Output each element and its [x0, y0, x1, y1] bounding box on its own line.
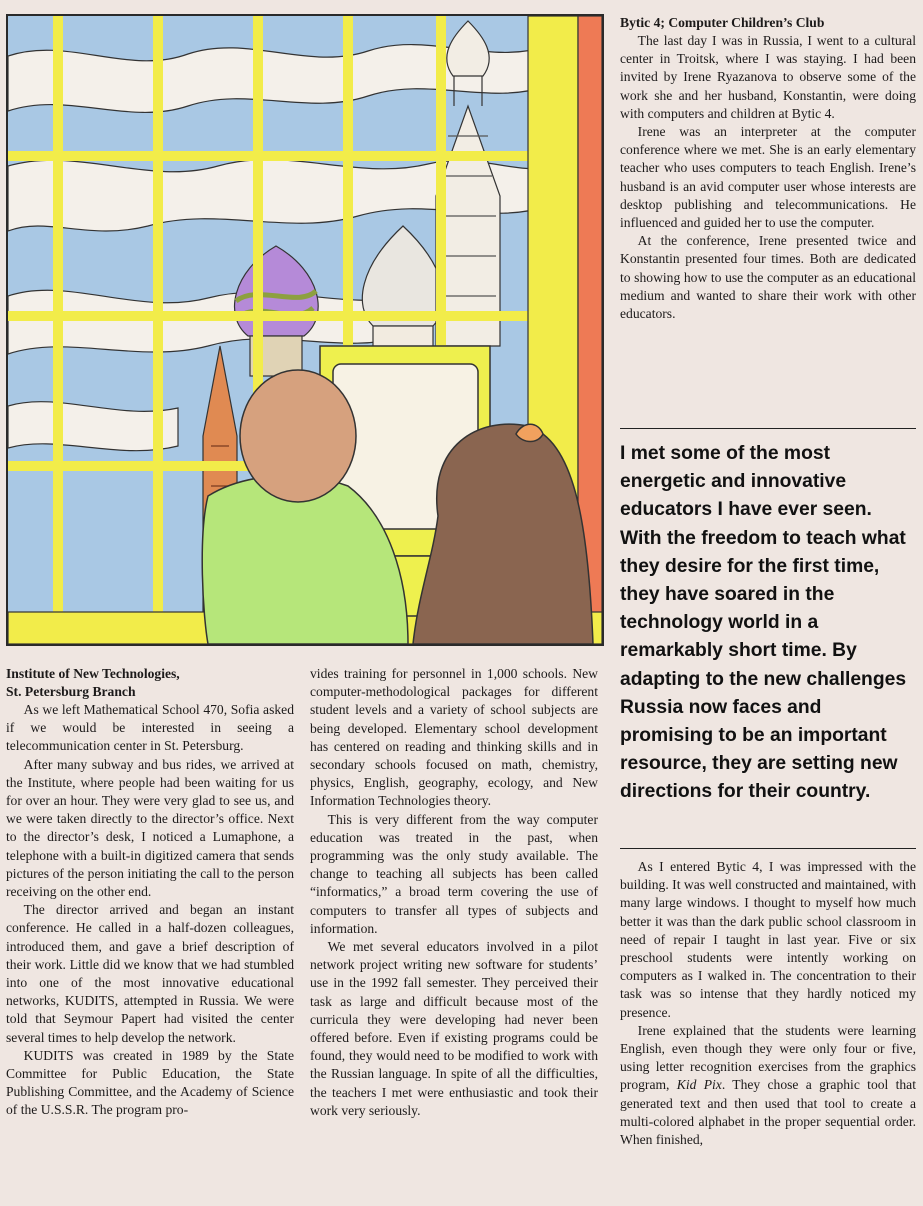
paragraph: The last day I was in Russia, I went to a cultural center in Troitsk, where I was staying. I had been invited by Irene Ryazanova to observe some of the work she and her husband, Konstantin, were doing with computers and children at Bytic 4. — [620, 33, 916, 121]
paragraph: Irene was an interpreter at the computer conference where we met. She is an early elementary teacher who uses computers to teach English. Irene’s husband is an avid computer user whose interests are desktop publishing and telecommunications. He influenced and guided her to use the computer. — [620, 124, 916, 231]
program-name: Kid Pix — [676, 1077, 722, 1093]
text-run: . They chose a graphic tool that generated text and then used that tool to create a multi-colored alphabet in the proper sequential order. When finished, — [620, 1077, 916, 1148]
paragraph: KUDITS was created in 1989 by the State Committee for Public Education, the State Publishing Committee, and the Academy of Science of the U.S.S.R. The program pro- — [6, 1047, 294, 1118]
divider-top — [620, 428, 916, 429]
paragraph: This is very different from the way computer education was treated in the past, when programming was the only study available. The change to teaching all subjects has been called “informatics,” a broad term covering the use of computers to transfer all types of subjects and information. — [310, 811, 598, 936]
section-heading-bytic: Bytic 4; Computer Children’s Club — [620, 15, 825, 30]
illustration-svg — [8, 16, 602, 644]
heading-line-1: Institute of New Technologies, — [6, 666, 180, 681]
heading-line-2: St. Petersburg Branch — [6, 684, 136, 699]
column-institute — [6, 665, 294, 1120]
paragraph: As we left Mathematical School 470, Sofia asked if we would be interested in seeing a telecommunication center in St. Petersburg. — [6, 702, 294, 754]
paragraph — [620, 1022, 916, 1149]
illustration-children-at-computer — [6, 14, 604, 646]
paragraph: vides training for personnel in 1,000 schools. New computer-methodological packages for different student levels and a variety of school subjects are being developed. Elementary school development has centered on reading and thinking skills and in secondary schools focused on math, chemistry, physics, English, geography, ecology, and New Information Technologies theory. — [310, 666, 598, 809]
column-kudits — [310, 665, 598, 1120]
divider-bottom — [620, 848, 916, 849]
text-run: Irene explained that the students were learning English, even though they were only four or five, using letter recognition exercises from the graphics program, — [620, 1022, 916, 1093]
paragraph: At the conference, Irene presented twice and Konstantin presented four times. Both are dedicated to showing how to use the computer as an educational medium and wanted to share their work with other educators. — [620, 233, 916, 322]
section-heading-institute — [6, 665, 294, 701]
column-bytic-continued — [620, 858, 916, 1149]
column-bytic — [620, 14, 916, 323]
pull-quote: I met some of the most energetic and innovative educators I have ever seen. With the freedom to teach what they desire for the first time, they have soared in the technology world in a remarkably short time. By adapting to the new challenges Russia now faces and promising to be an important resource, they are setting new directions for their country. — [620, 443, 907, 803]
paragraph: The director arrived and began an instant conference. He called in a half-dozen colleagues, introduced them, and gave a brief description of their work. Little did we know that we had stumbled into one of the most innovative educational networks, KUDITS, attempted in Russia. We were told that Seymour Papert had visited the center several times to help develop the network. — [6, 902, 294, 1045]
paragraph: We met several educators involved in a pilot network project writing new software for students’ use in the 1992 fall semester. They perceived their task as large and difficult because most of the curricula they were developing had never been offered before. Even if existing programs could be found, they would need to be modified to work with the Russian language. In spite of all the difficulties, the teachers I met were enthusiastic and took their work very seriously. — [310, 939, 598, 1118]
paragraph: As I entered Bytic 4, I was impressed with the building. It was well constructed and maintained, with many large windows. I thought to myself how much better it was than the dark public school classroom in need of repair I taught in last year. Five or six preschool students were intently working on computers as I walked in. The concentration to their task was so intense that they hardly noticed my presence. — [620, 859, 916, 1020]
paragraph: After many subway and bus rides, we arrived at the Institute, where people had been waiting for us for over an hour. They were very glad to see us, and we were taken directly to the director’s office. Next to the director’s desk, I noticed a Lumaphone, a telephone with a built-in digitized camera that sends pictures of the person initiating the call to the person receiving on the other end. — [6, 756, 294, 900]
